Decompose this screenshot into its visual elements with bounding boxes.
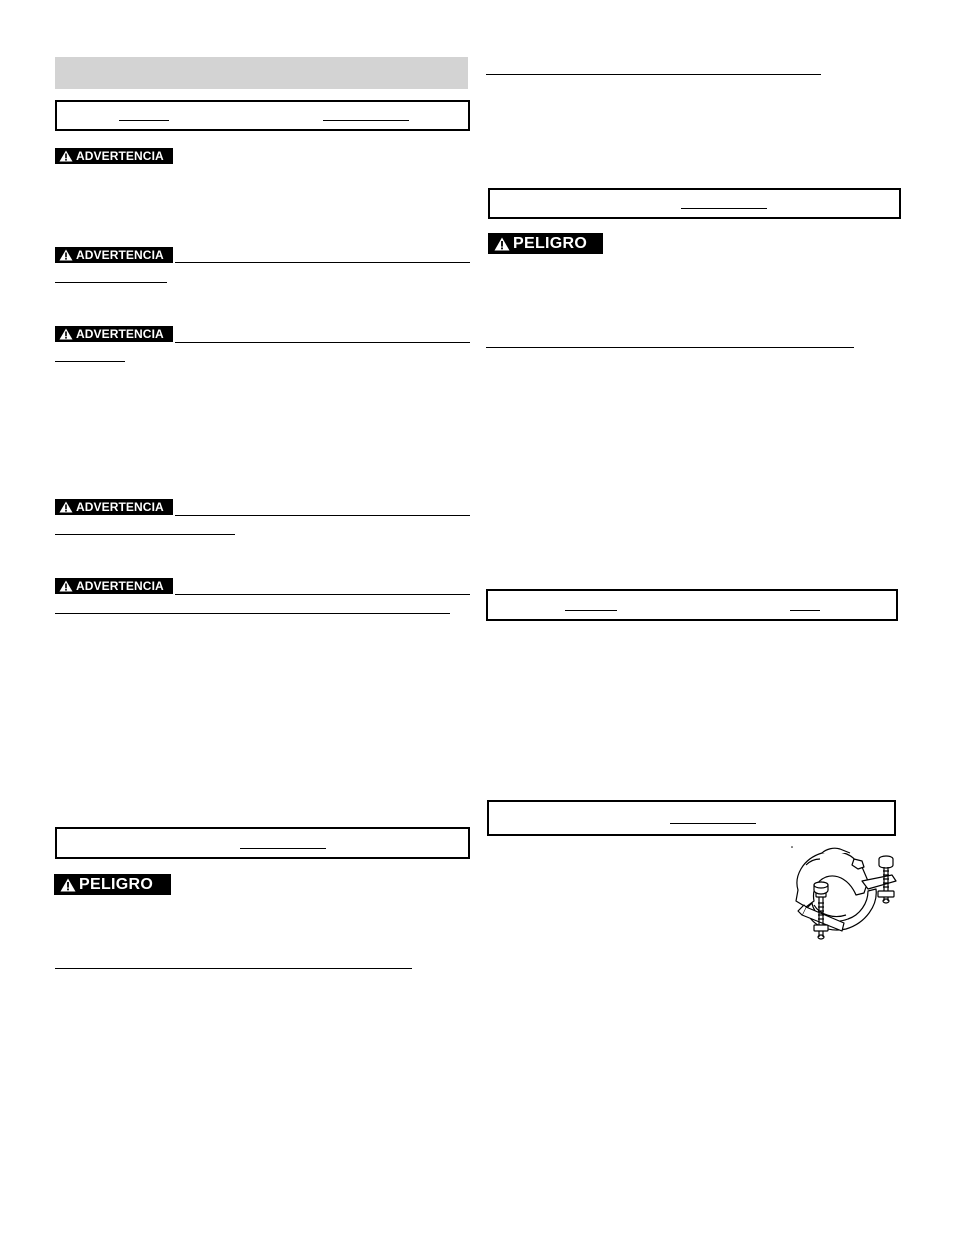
underline-rule [55, 968, 412, 969]
column-heading-underline [790, 610, 820, 611]
column-heading-underline [565, 610, 617, 611]
warning-badge [55, 326, 173, 342]
underline-rule [175, 262, 470, 263]
underline-rule [175, 594, 470, 595]
warning-triangle-icon [60, 878, 76, 892]
warning-badge [55, 148, 173, 164]
warning-label: ADVERTENCIA [76, 579, 164, 593]
underline-rule [55, 361, 125, 362]
section-title-underline [681, 208, 767, 209]
danger-badge [488, 233, 603, 254]
danger-label: PELIGRO [79, 875, 154, 893]
warning-triangle-icon [59, 328, 73, 340]
underline-rule [55, 282, 167, 283]
warning-badge [55, 578, 173, 594]
underline-rule [486, 74, 821, 75]
warning-triangle-icon [59, 580, 73, 592]
section-title-box [487, 800, 896, 836]
warning-label: ADVERTENCIA [76, 149, 164, 163]
underline-rule [55, 613, 450, 614]
section-title-box [55, 827, 470, 859]
section-title-box [488, 188, 901, 219]
table-header-box [55, 100, 470, 131]
column-heading-underline [119, 120, 169, 121]
warning-label: ADVERTENCIA [76, 500, 164, 514]
column-heading-underline [323, 120, 409, 121]
warning-triangle-icon [59, 501, 73, 513]
warning-badge [55, 499, 173, 515]
section-title-underline [670, 823, 756, 824]
underline-rule [175, 515, 470, 516]
underline-rule [175, 342, 470, 343]
warning-triangle-icon [59, 249, 73, 261]
warning-label: ADVERTENCIA [76, 327, 164, 341]
warning-triangle-icon [59, 150, 73, 162]
warning-label: ADVERTENCIA [76, 248, 164, 262]
warning-triangle-icon [494, 237, 510, 251]
underline-rule [486, 347, 854, 348]
danger-badge [54, 874, 171, 895]
table-header-box [486, 589, 898, 621]
section-title-underline [240, 848, 326, 849]
pipe-grounding-clamp-illustration [784, 845, 904, 945]
danger-label: PELIGRO [513, 234, 588, 252]
section-header-bar [55, 57, 468, 89]
underline-rule [55, 534, 235, 535]
warning-badge [55, 247, 173, 263]
